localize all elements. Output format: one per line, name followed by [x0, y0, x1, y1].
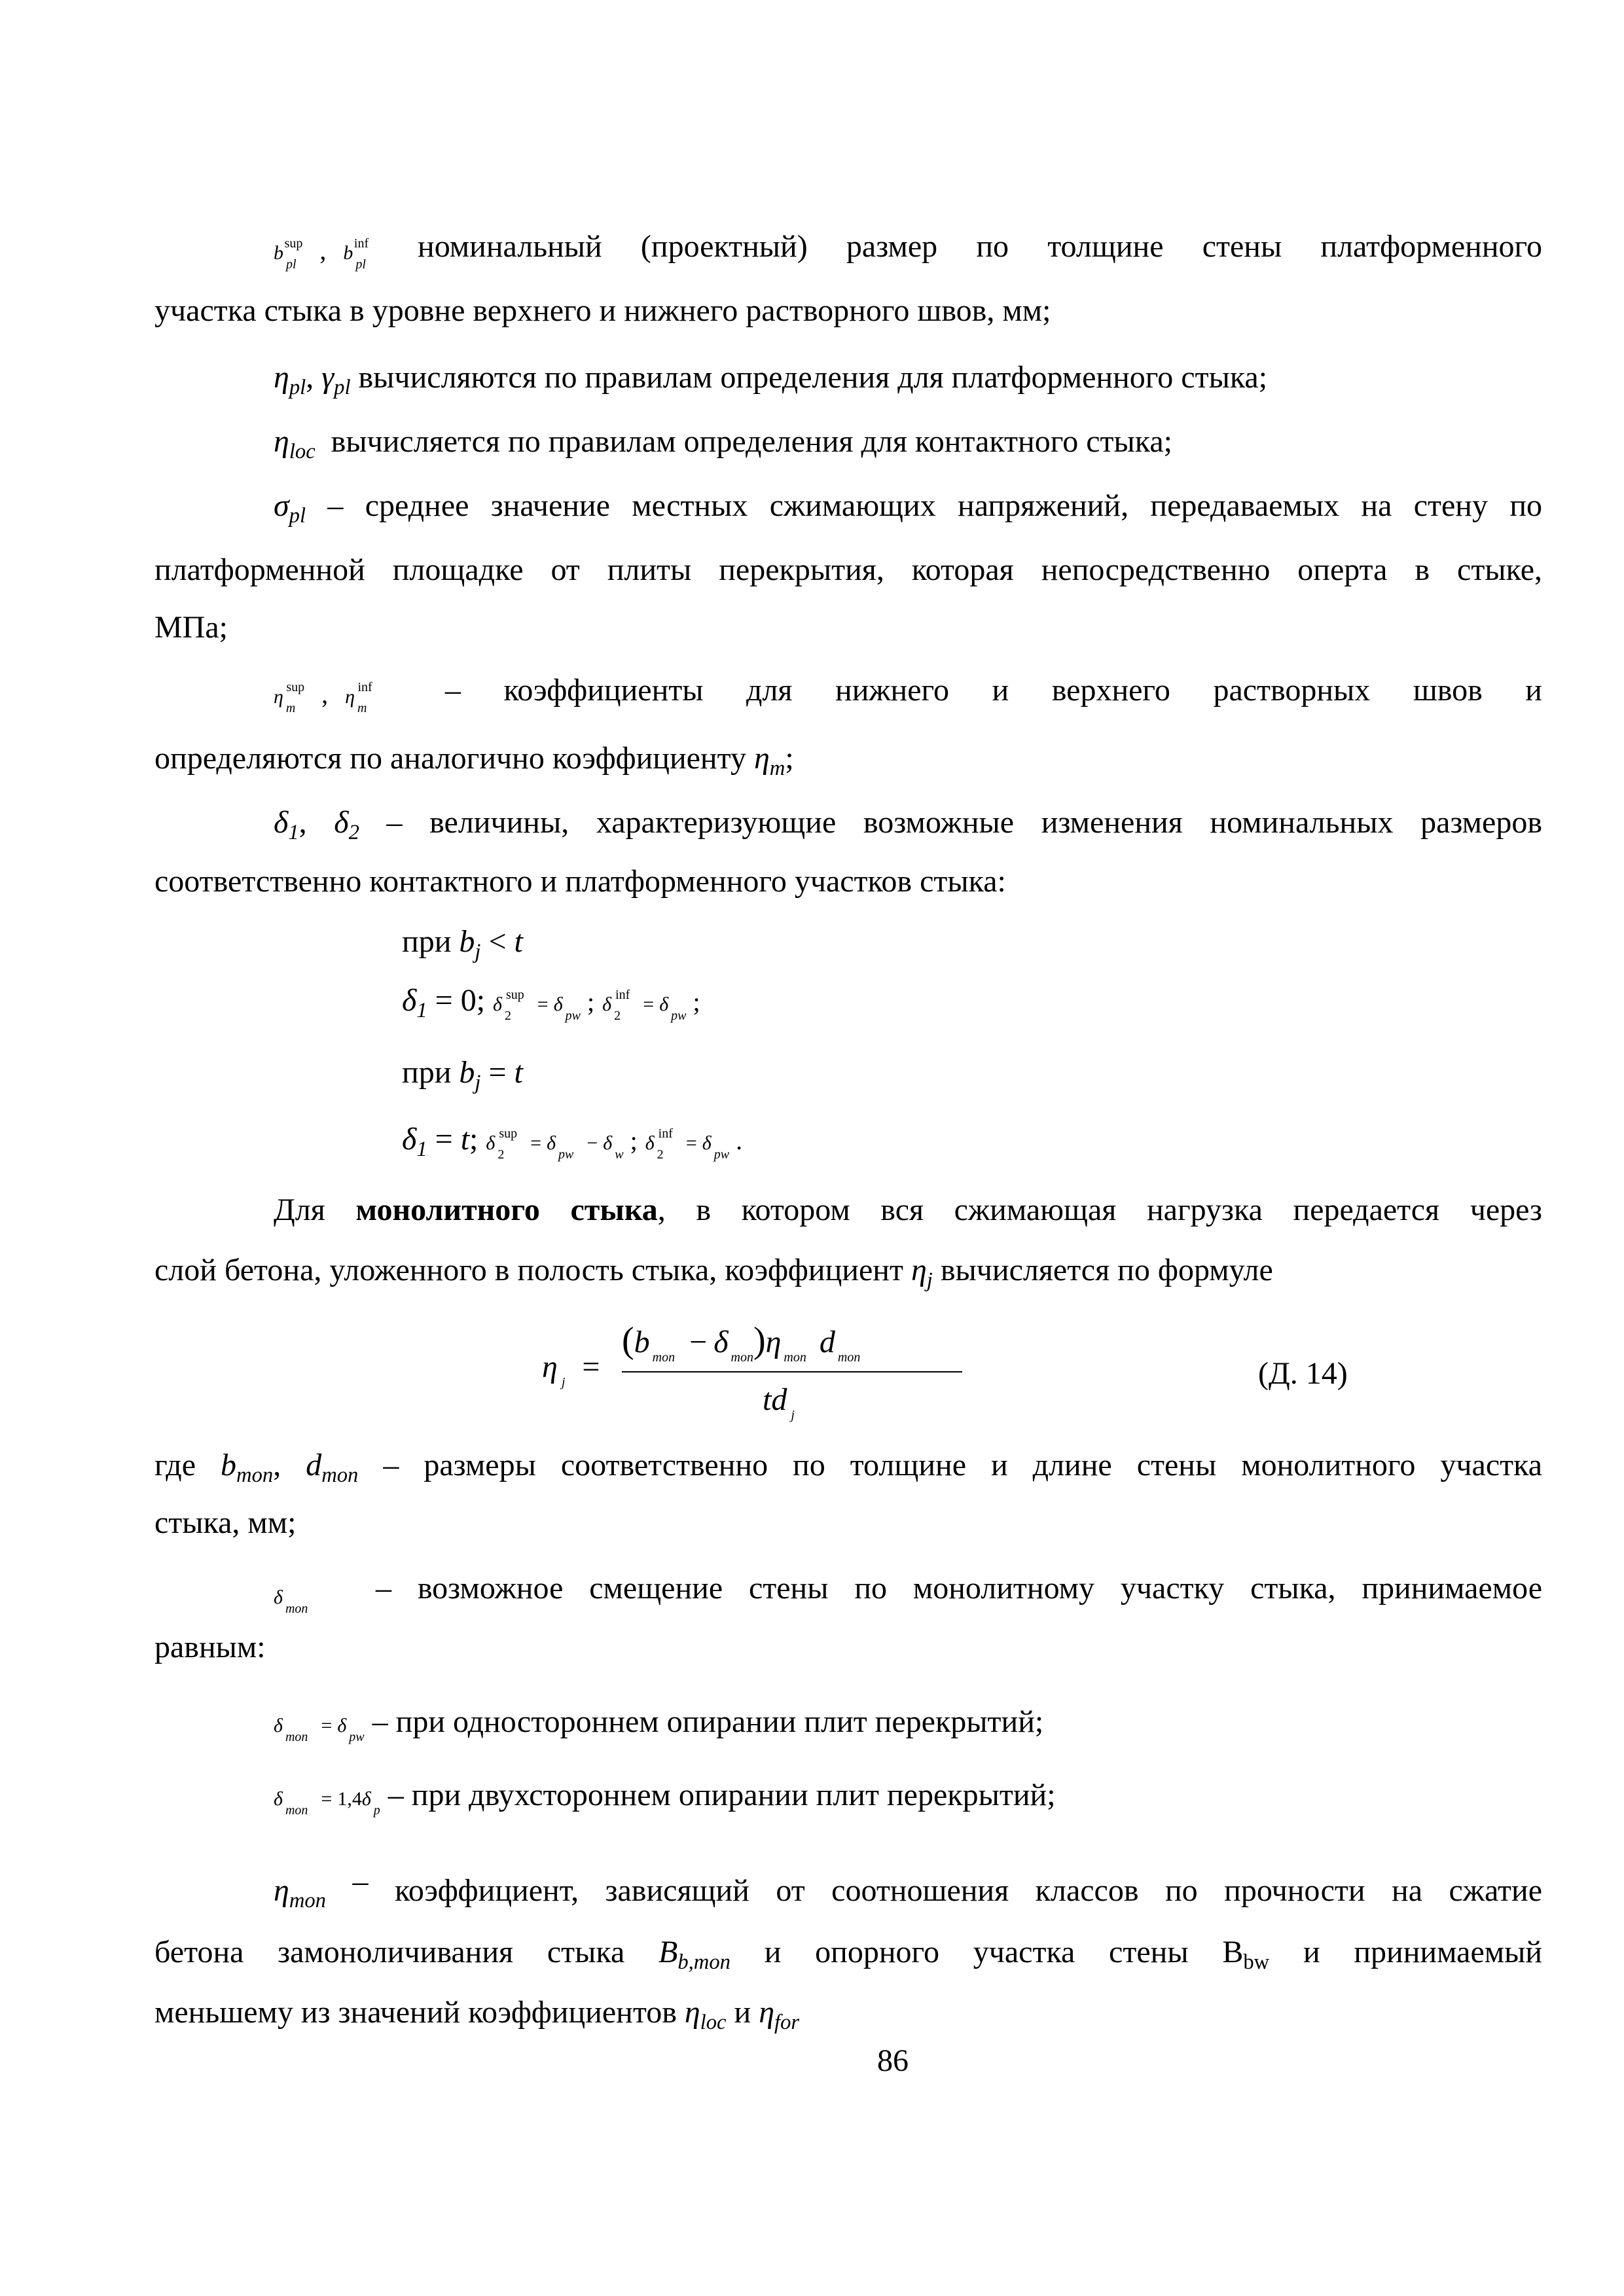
b-pl-symbols: $b_{pl}^{sup}$ , $b_{pl}^{inf}$: [274, 236, 369, 272]
eta-mon-line-1: $\eta_{mon}$ – коэффициент, зависящий от соотношения классов по прочности на сжатие: [274, 1864, 1542, 1913]
eta-mon-line-2-b: и опорного участка стены: [764, 1935, 1189, 1969]
eta-mon-line-3-and: и: [734, 1995, 751, 2030]
case-1: $\delta_{mon} = \delta_{pw}$ – при одностороннем опирании плит перекрытий;: [274, 1704, 1044, 1744]
eta-mon-line-3-text: меньшему из значений коэффициентов: [154, 1995, 677, 2030]
delta-line-2: равным:: [154, 1630, 266, 1664]
paragraph-4-line-2: платформенной площадке от плиты перекрытия, которая непосредственно оперта в стыке,: [154, 552, 1542, 587]
condition-2-label: при: [402, 1055, 452, 1090]
where-line-1-a: где: [154, 1448, 196, 1482]
where-line-1: где $b_{mon}$, $d_{mon}$ – размеры соответственно по толщине и длине стены монолитного участка: [154, 1448, 1543, 1488]
paragraph-4-text: – среднее значение местных сжимающих напряжений, передаваемых на стену по: [327, 488, 1543, 523]
case-2-text: – при двухстороннем опирании плит перекрытий;: [388, 1778, 1056, 1812]
formula-numerator: (b $_{mon}$ − δ $_{mon}$)η $_{mon}$ d $_{mon}$: [622, 1320, 861, 1365]
paragraph-4-line-1: $\sigma_{pl}$ – среднее значение местных сжимающих напряжений, передаваемых на стену по: [274, 488, 1543, 528]
where-line-2: стыка, мм;: [154, 1505, 297, 1540]
paragraph-2-text: вычисляются по правилам определения для платформенного стыка;: [358, 360, 1268, 395]
mono-line-2: слой бетона, уложенного в полость стыка, коэффициент $\eta_j$ вычисляется по формуле: [154, 1253, 1273, 1293]
mono-line-2-a: слой бетона, уложенного в полость стыка, коэффициент: [154, 1253, 903, 1287]
condition-1: при $b_j < t$: [402, 924, 523, 964]
paragraph-2: $\eta_{pl}$, $\gamma_{pl}$ вычисляются по правилам определения для платформенного стыка;: [274, 360, 1268, 400]
page-number: 86: [877, 2043, 909, 2078]
eta-mon-line-3: меньшему из значений коэффициентов $\eta_{loc}$ и $\eta_{for}$: [154, 1995, 800, 2035]
condition-2-formula: $\delta_1 = t$; $\delta_2^{sup} = \delta_{pw} - \delta_w$ ; $\delta_2^{inf} = \delta_{pw}$ .: [402, 1122, 743, 1162]
condition-1-label: при: [402, 924, 452, 959]
eta-mon-line-2-c: и принимаемый: [1303, 1935, 1543, 1969]
mono-line-1-bold: монолитного стыка: [355, 1193, 658, 1227]
paragraph-6-text: – величины, характеризующие возможные изменения номинальных размеров: [386, 805, 1542, 840]
paragraph-6-line-2: соответственно контактного и платформенного участков стыка:: [154, 864, 1006, 899]
mono-line-1-a: Для: [274, 1193, 325, 1227]
eta-mon-line-1-text: коэффициент, зависящий от соотношения классов по прочности на сжатие: [394, 1873, 1542, 1908]
paragraph-3: $\eta_{loc}$ вычисляется по правилам определения для контактного стыка;: [274, 424, 1172, 464]
paragraph-4-line-3: МПа;: [154, 610, 228, 645]
paragraph-3-text: вычисляется по правилам определения для контактного стыка;: [331, 424, 1172, 459]
mono-line-2-b: вычисляется по формуле: [940, 1253, 1273, 1287]
paragraph-6-line-1: $\delta_1$, $\delta_2$ – величины, характеризующие возможные изменения номинальных размеров: [274, 805, 1542, 845]
eta-m-symbols: $\eta_m^{sup}$ , $\eta_m^{inf}$: [274, 679, 372, 715]
mono-line-1: [274, 1191, 1542, 1229]
paragraph-1-line-2: участка стыка в уровне верхнего и нижнего растворного швов, мм;: [154, 293, 1051, 328]
formula-fraction-bar: [622, 1371, 962, 1372]
paragraph-1-line-1: номинальный (проектный) размер по толщине стены платформенного: [418, 229, 1542, 264]
delta-mon-symbol: $\delta_{mon}$: [274, 1587, 308, 1616]
eta-mon-line-2-a: бетона замоноличивания стыка: [154, 1935, 625, 1969]
delta-line-1: – возможное смещение стены по монолитному участку стыка, принимаемое: [376, 1571, 1542, 1605]
formula-lhs: η $_j$ =: [542, 1350, 600, 1390]
paragraph-5-text: определяются по аналогично коэффициенту: [154, 741, 746, 776]
formula-denominator: td $_j$: [763, 1382, 795, 1422]
condition-1-formula: $\delta_1 = 0$; $\delta_2^{sup} = \delta_{pw}$ ; $\delta_2^{inf} = \delta_{pw}$ ;: [402, 983, 700, 1023]
formula-label: (Д. 14): [1258, 1356, 1348, 1391]
mono-line-1-b: , в котором вся сжимающая нагрузка передается через: [657, 1193, 1543, 1227]
case-2: $\delta_{mon} = 1,4\delta_p$ – при двухстороннем опирании плит перекрытий;: [274, 1778, 1056, 1818]
where-line-1-b: – размеры соответственно по толщине и длине стены монолитного участка: [383, 1448, 1543, 1482]
case-1-text: – при одностороннем опирании плит перекрытий;: [372, 1704, 1044, 1739]
condition-2: при $b_j = t$: [402, 1055, 523, 1095]
paragraph-5-line-1: – коэффициенты для нижнего и верхнего растворных швов и: [445, 673, 1542, 708]
paragraph-5-line-2: определяются по аналогично коэффициенту $\eta_m$;: [154, 741, 794, 781]
eta-mon-line-2: бетона замоноличивания стыка $B_{b,mon}$ и опорного участка стены $B_{bw}$ и принимаемый: [154, 1935, 1543, 1975]
